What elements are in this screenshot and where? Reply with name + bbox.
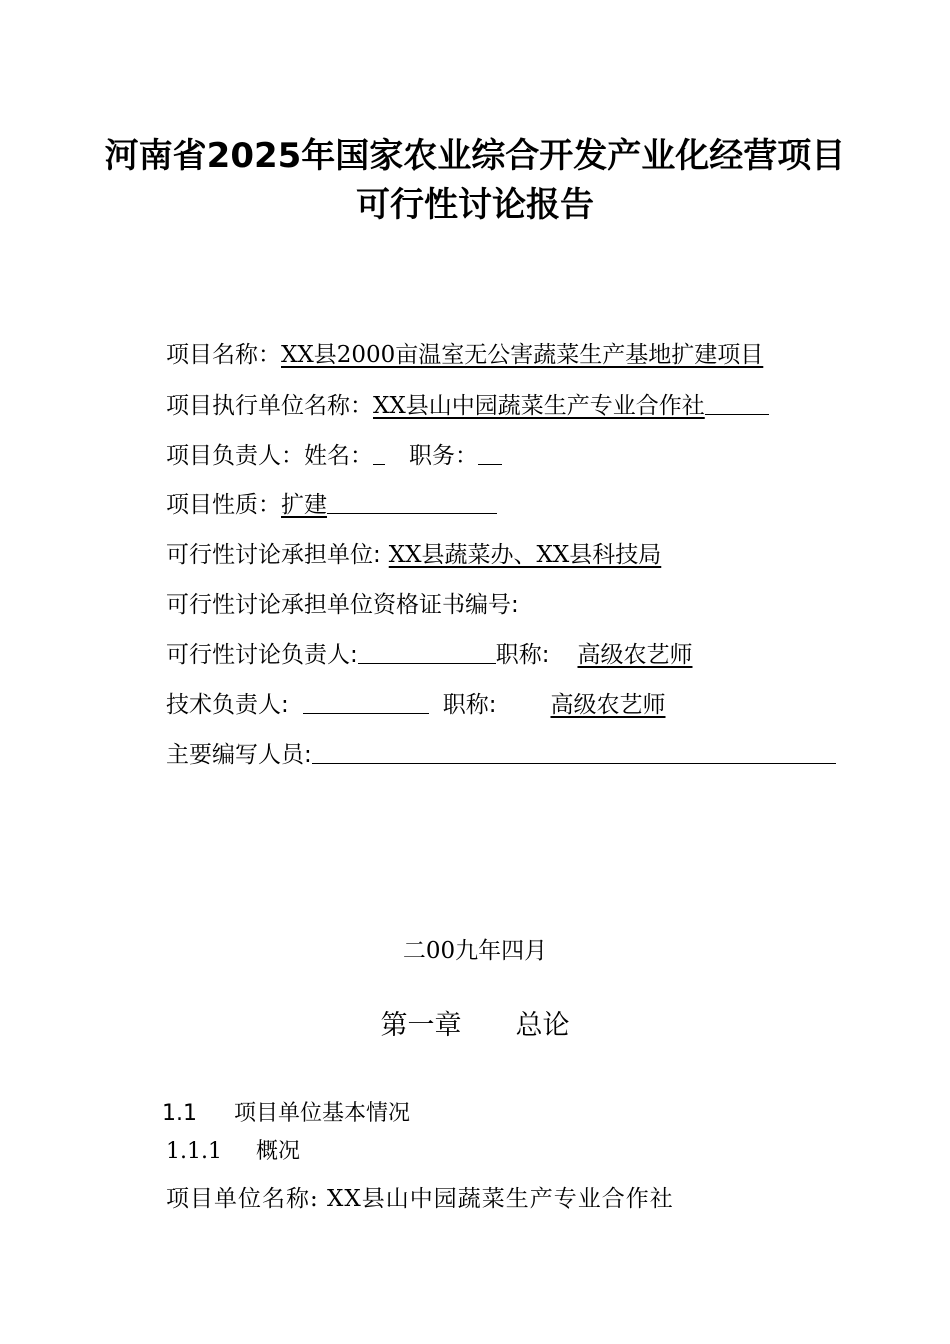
- subsection-title: 概况: [256, 1139, 301, 1164]
- report-date: 二00九年四月: [402, 938, 548, 964]
- field-writers: [166, 740, 836, 770]
- tech-leader-label: 技术负责人:: [166, 692, 289, 718]
- project-name-value: XX县2000亩温室无公害蔬菜生产基地扩建项目: [281, 342, 764, 368]
- nature-blank: [327, 491, 497, 514]
- chapter-number: 第一章: [380, 1010, 462, 1041]
- study-leader-label: 可行性讨论负责人:: [166, 642, 358, 668]
- document-title-line1: 河南省2025年国家农业综合开发产业化经营项目: [104, 136, 846, 176]
- section-number: 1.1: [162, 1101, 197, 1126]
- section-title: 项目单位基本情况: [234, 1101, 411, 1126]
- field-study-leader: [166, 640, 693, 670]
- field-exec-unit: [166, 391, 769, 421]
- writers-label: 主要编写人员:: [166, 742, 312, 768]
- tech-leader-blank: [303, 691, 429, 714]
- tech-leader-title-label: 职称:: [442, 692, 497, 718]
- subsection-number: 1.1.1: [166, 1139, 222, 1164]
- field-leader: [166, 441, 502, 471]
- subsection-heading: [166, 1138, 300, 1166]
- study-leader-title-value: 高级农艺师: [577, 642, 693, 668]
- field-nature: [166, 490, 497, 520]
- field-project-name: [166, 340, 763, 370]
- study-unit-value: XX县蔬菜办、XX县科技局: [388, 542, 662, 568]
- chapter-name: 总论: [515, 1010, 570, 1041]
- field-study-unit: [166, 540, 661, 570]
- cert-label: 可行性讨论承担单位资格证书编号:: [166, 592, 519, 618]
- body-paragraph: 项目单位名称: XX县山中园蔬菜生产专业合作社: [166, 1186, 674, 1212]
- exec-unit-label: 项目执行单位名称：: [166, 393, 373, 419]
- nature-label: 项目性质：: [166, 492, 281, 518]
- nature-value: 扩建: [281, 492, 327, 518]
- writers-blank: [312, 741, 836, 764]
- project-name-label: 项目名称：: [166, 342, 281, 368]
- leader-post-blank: [478, 442, 502, 465]
- field-tech-leader: [166, 690, 666, 720]
- tech-leader-title-value: 高级农艺师: [550, 692, 666, 718]
- exec-unit-blank: [705, 392, 769, 415]
- leader-post-label: 职务：: [409, 443, 478, 469]
- leader-label: 项目负责人：姓名：: [166, 443, 373, 469]
- study-leader-blank: [358, 641, 496, 664]
- chapter-heading: [0, 1008, 950, 1044]
- exec-unit-value: XX县山中园蔬菜生产专业合作社: [373, 393, 705, 419]
- document-title-line2: 可行性讨论报告: [356, 185, 594, 225]
- study-leader-title-label: 职称:: [495, 642, 550, 668]
- study-unit-label: 可行性讨论承担单位:: [166, 542, 381, 568]
- section-heading: [162, 1100, 410, 1128]
- leader-name-blank: [373, 442, 385, 465]
- field-cert: [166, 590, 519, 620]
